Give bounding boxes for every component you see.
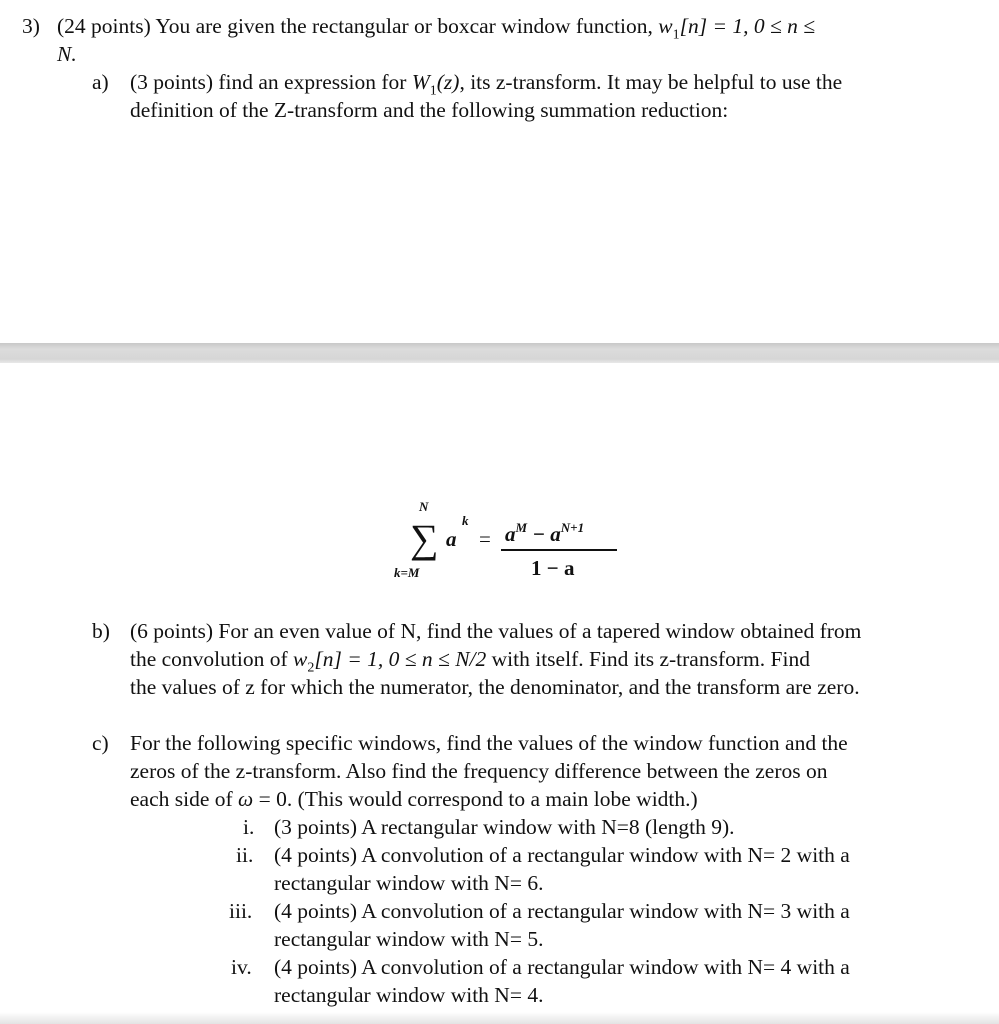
math-W1: W	[411, 70, 430, 94]
text: (3 points) find an expression for	[130, 70, 412, 94]
question-label: 3)	[22, 14, 40, 38]
subitem-label: iv.	[231, 955, 252, 979]
subitem-text: rectangular window with N= 5.	[274, 927, 544, 951]
question-text-line	[57, 12, 816, 43]
math-omega: ω	[238, 787, 254, 811]
num-exp1: M	[515, 520, 528, 535]
subitem-label: iii.	[229, 899, 253, 923]
math-sub: 1	[672, 27, 680, 43]
part-text-line: definition of the Z-transform and the following summation reduction:	[130, 98, 729, 122]
subitem-text: (4 points) A convolution of a rectangular window with N= 2 with a	[274, 843, 850, 867]
part-text-line	[130, 785, 698, 813]
math-expr: [n] = 1, 0 ≤ n ≤	[679, 14, 816, 38]
numerator	[505, 513, 584, 549]
part-text-line	[130, 68, 843, 99]
sum-lower: k=M	[394, 565, 420, 580]
term-exp: k	[462, 513, 469, 528]
num-a: a	[505, 522, 516, 546]
part-text-line	[130, 645, 810, 676]
subitem-label: ii.	[236, 843, 254, 867]
text: with itself. Find its z-transform. Find	[486, 647, 810, 671]
num-minus: − a	[527, 522, 561, 546]
subitem-text: (3 points) A rectangular window with N=8 (length 9).	[274, 815, 735, 839]
math-w2: w	[293, 647, 308, 671]
page-divider	[0, 343, 999, 363]
term: a	[446, 527, 457, 551]
subitem-text: rectangular window with N= 6.	[274, 871, 544, 895]
num-exp2: N+1	[560, 520, 585, 535]
part-label: a)	[92, 70, 109, 94]
summation-formula	[394, 499, 636, 595]
subitem-text: rectangular window with N= 4.	[274, 983, 544, 1007]
question-text-line: N.	[57, 42, 77, 66]
sigma-symbol: ∑	[410, 516, 439, 561]
text: = 0. (This would correspond to a main lobe width.)	[253, 787, 698, 811]
math-sub: 1	[429, 83, 437, 99]
text: (24 points) You are given the rectangular or boxcar window function,	[57, 14, 659, 38]
text: each side of	[130, 787, 239, 811]
sum-upper: N	[419, 499, 429, 514]
math-w1: w	[658, 14, 673, 38]
fraction-bar	[501, 549, 617, 551]
part-label: c)	[92, 731, 109, 755]
subitem-text: (4 points) A convolution of a rectangular window with N= 4 with a	[274, 955, 850, 979]
part-label: b)	[92, 619, 110, 643]
denominator: 1 − a	[531, 556, 575, 580]
math-expr: (z)	[436, 70, 460, 94]
math-sub: 2	[307, 660, 315, 676]
subitem-text: (4 points) A convolution of a rectangular window with N= 3 with a	[274, 899, 850, 923]
page-bottom-edge	[0, 1012, 999, 1024]
part-text-line: (6 points) For an even value of N, find the values of a tapered window obtained from	[130, 619, 862, 643]
equals: =	[479, 527, 491, 551]
part-text-line: For the following specific windows, find the values of the window function and the	[130, 731, 848, 755]
text: the convolution of	[130, 647, 294, 671]
part-text-line: the values of z for which the numerator, the denominator, and the transform are zero.	[130, 675, 860, 699]
subitem-label: i.	[243, 815, 255, 839]
text: , its z-transform. It may be helpful to use the	[459, 70, 843, 94]
part-text-line: zeros of the z-transform. Also find the frequency difference between the zeros on	[130, 759, 828, 783]
math-expr: [n] = 1, 0 ≤ n ≤ N/2	[314, 647, 487, 671]
